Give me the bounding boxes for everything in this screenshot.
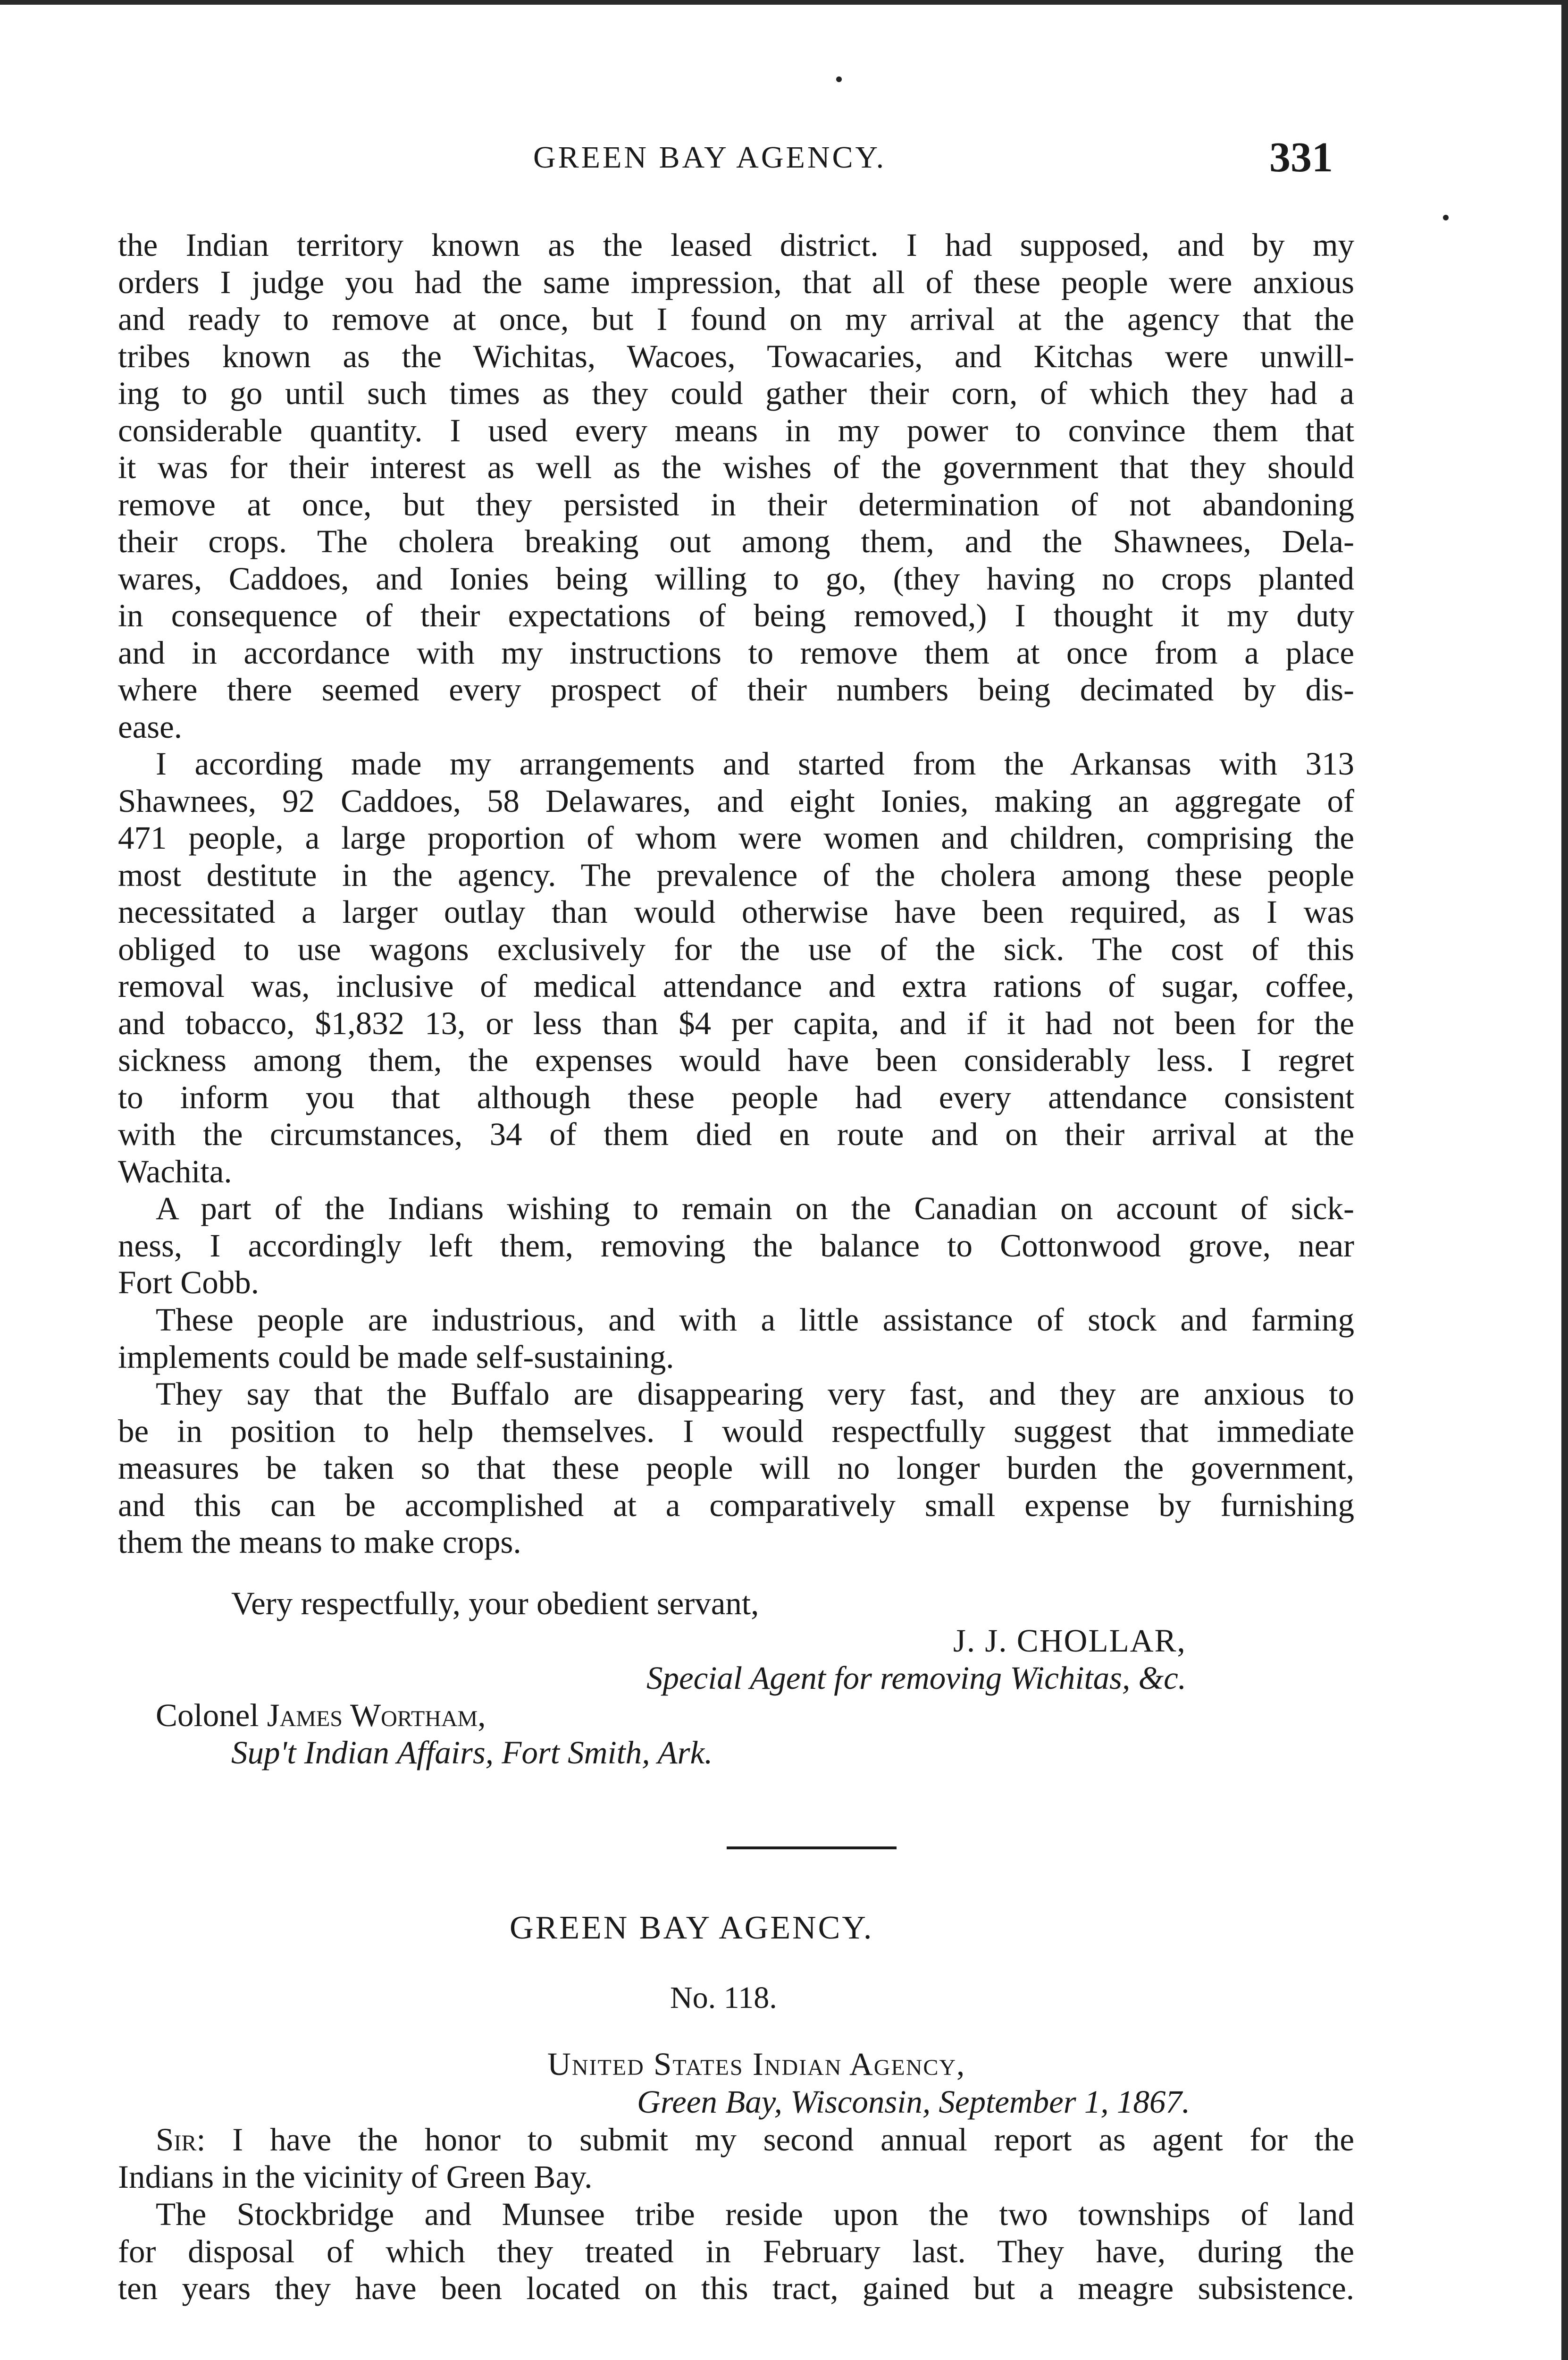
running-head: GREEN BAY AGENCY.	[533, 140, 887, 175]
paragraph-1	[118, 227, 1354, 745]
print-speck	[1443, 215, 1449, 220]
print-speck	[836, 76, 842, 82]
text-line: Indians in the vicinity of Green Bay.	[118, 2158, 593, 2195]
paragraph-4	[118, 1301, 1354, 1375]
text-line: them the means to make crops.	[118, 1524, 521, 1560]
text-line: considerable quantity. I used every means in my power to convince them that	[118, 412, 1354, 448]
addressee-name: James Wortham,	[267, 1697, 486, 1733]
page-top-edge	[0, 0, 1568, 5]
text-line: removal was, inclusive of medical attendance and extra rations of sugar, coffee,	[118, 968, 1354, 1004]
text-line: ten years they have been located on this tract, gained but a meagre subsistence.	[118, 2270, 1354, 2306]
text-line: it was for their interest as well as the wishes of the government that they should	[118, 449, 1354, 485]
text-line: implements could be made self-sustaining.	[118, 1339, 674, 1375]
text-line: Fort Cobb.	[118, 1264, 260, 1300]
text-line: to inform you that although these people had every attendance consistent	[118, 1079, 1354, 1115]
page-number: 331	[1269, 134, 1333, 181]
text-line: necessitated a larger outlay than would otherwise have been required, as I was	[118, 894, 1354, 930]
text-line: wares, Caddoes, and Ionies being willing to go, (they having no crops planted	[118, 560, 1354, 597]
text-line: and tobacco, $1,832 13, or less than $4 per capita, and if it had not been for the	[118, 1005, 1354, 1041]
text-line: for disposal of which they treated in February last. They have, during the	[118, 2233, 1354, 2269]
text-line: the Indian territory known as the leased district. I had supposed, and by my	[118, 227, 1354, 263]
text-line: be in position to help themselves. I would respectfully suggest that immediate	[118, 1413, 1354, 1449]
letter-closing: Very respectfully, your obedient servant,	[231, 1585, 759, 1621]
text-line: orders I judge you had the same impression, that all of these people were anxious	[118, 264, 1354, 300]
text-line: The Stockbridge and Munsee tribe reside upon the two townships of land	[156, 2196, 1354, 2232]
section-title: GREEN BAY AGENCY.	[510, 1910, 874, 1946]
paragraph-2	[118, 745, 1354, 1190]
text-line	[118, 2121, 1354, 2158]
addressee-title: Sup't Indian Affairs, Fort Smith, Ark.	[231, 1735, 713, 1770]
addressee-prefix: Colonel	[156, 1697, 267, 1733]
text-line: their crops. The cholera breaking out among them, and the Shawnees, Dela-	[118, 523, 1354, 559]
text-line: most destitute in the agency. The prevalence of the cholera among these people	[118, 857, 1354, 893]
text-line: I according made my arrangements and started from the Arkansas with 313	[156, 746, 1354, 782]
text-line: obliged to use wagons exclusively for the use of the sick. The cost of this	[118, 931, 1354, 967]
text-line: ease.	[118, 708, 182, 745]
page-right-edge	[1561, 0, 1568, 2360]
document-number: No. 118.	[670, 1981, 777, 2015]
text-run: : I have the honor to submit my second annual report as agent for the	[196, 2122, 1354, 2158]
text-line: 471 people, a large proportion of whom were women and children, comprising the	[118, 820, 1354, 856]
text-line: ness, I accordingly left them, removing the balance to Cottonwood grove, near	[118, 1227, 1354, 1264]
section-divider	[727, 1846, 897, 1849]
signature-title: Special Agent for removing Wichitas, &c.	[646, 1660, 1187, 1696]
text-line: and ready to remove at once, but I found on my arrival at the agency that the	[118, 301, 1354, 337]
text-line: sickness among them, the expenses would have been considerably less. I regret	[118, 1042, 1354, 1078]
text-line: with the circumstances, 34 of them died en route and on their arrival at the	[118, 1116, 1354, 1152]
text-line: and in accordance with my instructions to remove them at once from a place	[118, 634, 1354, 671]
text-line: where there seemed every prospect of their numbers being decimated by dis-	[118, 672, 1354, 708]
text-line: Shawnees, 92 Caddoes, 58 Delawares, and eight Ionies, making an aggregate of	[118, 783, 1354, 819]
signature-name: J. J. CHOLLAR,	[953, 1623, 1186, 1659]
text-line: measures be taken so that these people will no longer burden the government,	[118, 1450, 1354, 1486]
text-line: tribes known as the Wichitas, Wacoes, Towacaries, and Kitchas were unwill-	[118, 338, 1354, 374]
text-line: remove at once, but they persisted in their determination of not abandoning	[118, 486, 1354, 523]
salutation: Sir	[156, 2122, 197, 2158]
paragraph-3	[118, 1190, 1354, 1301]
text-line: These people are industrious, and with a little assistance of stock and farming	[156, 1302, 1354, 1338]
paragraph-5	[118, 1375, 1354, 1561]
dateline: Green Bay, Wisconsin, September 1, 1867.	[637, 2084, 1191, 2120]
paragraph-6	[118, 2121, 1354, 2195]
text-line: They say that the Buffalo are disappearing very fast, and they are anxious to	[156, 1376, 1354, 1412]
text-line: in consequence of their expectations of being removed,) I thought it my duty	[118, 598, 1354, 633]
text-line: ing to go until such times as they could gather their corn, of which they had a	[118, 375, 1354, 411]
text-line: and this can be accomplished at a comparatively small expense by furnishing	[118, 1487, 1354, 1523]
agency-heading: United States Indian Agency,	[547, 2046, 966, 2082]
addressee	[156, 1697, 486, 1734]
text-line: Wachita.	[118, 1153, 232, 1189]
text-line: A part of the Indians wishing to remain on the Canadian on account of sick-	[156, 1190, 1354, 1226]
paragraph-7	[118, 2196, 1354, 2307]
